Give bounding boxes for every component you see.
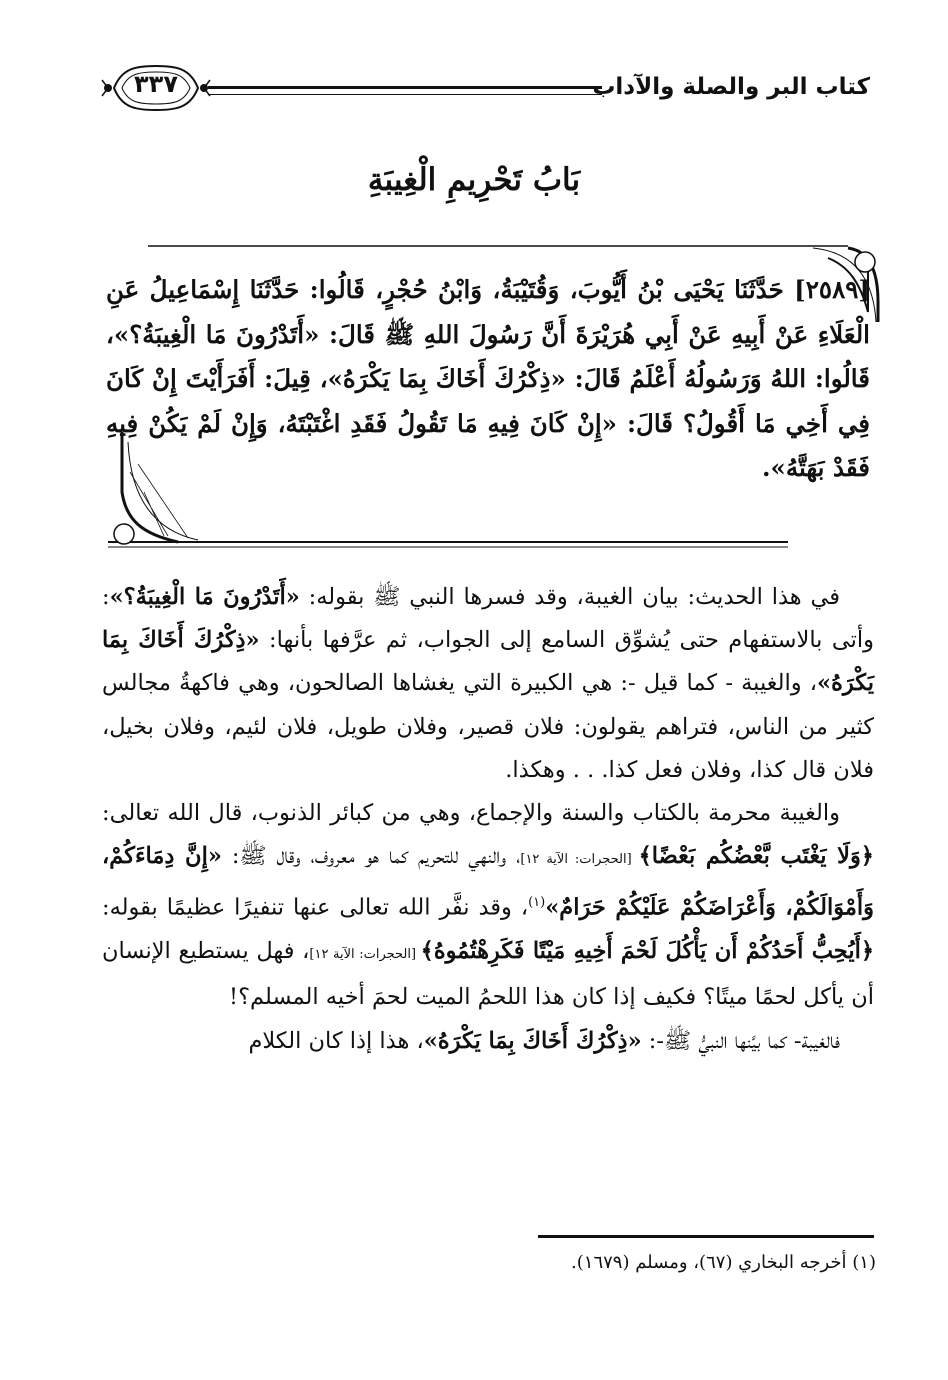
text-span: والغيبة محرمة بالكتاب والسنة والإجماع، وهي من كبائر الذنوب، قال الله تعالى:	[102, 800, 840, 827]
commentary-paragraph-2	[102, 792, 874, 1020]
text-span: فالغيبة- كما بيَّنها النبيُّ ﷺ-:	[641, 1027, 840, 1054]
quoted-hadith: «إِنَّ دِمَاءَكُمْ، وَأَمْوَالَكُمْ، وَأَعْرَاضَكُمْ عَلَيْكُمْ حَرَامٌ»	[102, 843, 874, 921]
page-number: ٣٣٧	[134, 70, 178, 98]
text-span: ، فهل يستطيع الإنسان أن يأكل لحمًا ميتًا؟ فكيف إذا كان هذا اللحمُ الميت لحمَ أخيه المسلم؟!	[102, 938, 874, 1011]
verse-reference: [الحجرات: الآية ١٢]	[309, 947, 421, 963]
commentary-body	[102, 576, 874, 1063]
text-span: ، والنهي للتحريم كما هو معروف، وقال ﷺ:	[221, 843, 521, 870]
text-span: ، والغيبة - كما قيل -: هي الكبيرة التي يغشاها الصالحون، وهي فاكهةُ مجالس كثير من الناس، فتراهم يقولون: فلان قصير، وفلان طويل، فلان لئيم، وفلان بخيل، فلان قال كذا، وفلان فعل كذا. . . وهكذا.	[102, 670, 874, 783]
footnote-marker[interactable]: (١)	[528, 895, 546, 911]
quran-verse: ﴿وَلَا يَغْتَب بَّعْضُكُم بَعْضًا﴾	[638, 843, 874, 870]
commentary-paragraph-3	[102, 1020, 874, 1063]
hadith-text: [٢٥٨٩] حَدَّثَنَا يَحْيَى بْنُ أَيُّوبَ، وَقُتَيْبَةُ، وَابْنُ حُجْرٍ، قَالُوا: حَدَّثَنَا إِسْمَاعِيلُ عَنِ الْعَلَاءِ عَنْ أَبِيهِ عَنْ أَبِي هُرَيْرَةَ أَنَّ رَسُولَ اللهِ ﷺ قَالَ: «أَتَدْرُونَ مَا الْغِيبَةُ؟»، قَالُوا: اللهُ وَرَسُولُهُ أَعْلَمُ قَالَ: «ذِكْرُكَ أَخَاكَ بِمَا يَكْرَهُ»، قِيلَ: أَفَرَأَيْتَ إِنْ كَانَ فِي أَخِي مَا أَقُولُ؟ قَالَ: «إِنْ كَانَ فِيهِ مَا تَقُولُ فَقَدِ اغْتَبْتَهُ، وَإِنْ لَمْ يَكُنْ فِيهِ فَقَدْ بَهَتَّهُ».	[106, 275, 870, 482]
quran-verse: ﴿أَيُحِبُّ أَحَدُكُمْ أَن يَأْكُلَ لَحْمَ أَخِيهِ مَيْتًا فَكَرِهْتُمُوهُ﴾	[420, 938, 875, 965]
quoted-hadith: «ذِكْرُكَ أَخَاكَ بِمَا يَكْرَهُ»	[423, 1027, 642, 1054]
quoted-hadith: «أَتَدْرُونَ مَا الْغِيبَةُ؟»	[109, 584, 300, 610]
text-span: ، هذا إذا كان الكلام	[248, 1027, 424, 1054]
page-header	[100, 62, 870, 116]
running-title: كتاب البر والصلة والآداب	[592, 74, 870, 100]
footnote: (١) أخرجه البخاري (٦٧)، ومسلم (١٦٧٩).	[571, 1252, 876, 1273]
quoted-hadith: «ذِكْرُكَ أَخَاكَ بِمَا يَكْرَهُ»	[102, 627, 874, 697]
text-span: : وأتى بالاستفهام حتى يُشوِّق السامع إلى الجواب، ثم عرَّفها بأنها:	[102, 584, 874, 654]
footnote-separator	[538, 1235, 874, 1238]
text-span: في هذا الحديث: بيان الغيبة، وقد فسرها النبي ﷺ بقوله:	[299, 584, 840, 610]
chapter-title: بَابُ تَحْرِيمِ الْغِيبَةِ	[367, 162, 581, 198]
header-rule	[208, 86, 602, 95]
text-span: ، وقد نفَّر الله تعالى عنها تنفيرًا عظيمًا بقوله:	[102, 894, 529, 921]
commentary-paragraph-1	[102, 576, 874, 792]
verse-reference: [الحجرات: الآية ١٢]	[520, 852, 639, 868]
